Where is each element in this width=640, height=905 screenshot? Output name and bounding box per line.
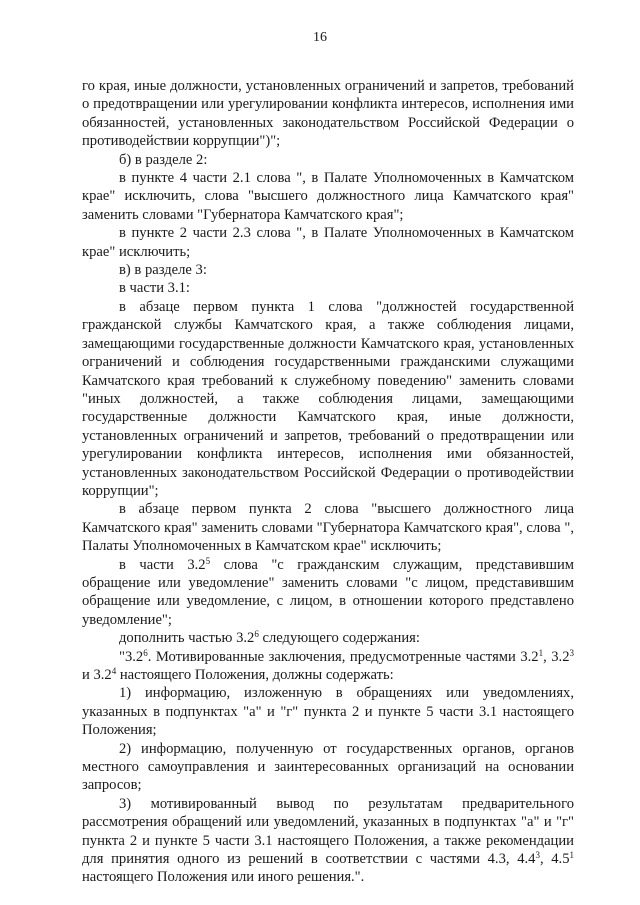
superscript: 6 xyxy=(143,647,148,658)
paragraph xyxy=(82,629,574,647)
paragraph xyxy=(82,684,574,739)
text-run: . Мотивированные заключения, предусмотренные частями 3.2 xyxy=(147,648,539,665)
text-run: го края, иные должности, установленных ограничений и запретов, требований о предотвращении или урегулировании конфликта интересов, исполнения ими обязанностей, установленных законодательством Российской Федерации о противодействии коррупции")"; xyxy=(82,78,574,150)
superscript: 1 xyxy=(569,850,574,861)
superscript: 3 xyxy=(569,647,574,658)
page-number: 16 xyxy=(313,30,327,45)
superscript: 4 xyxy=(111,666,117,677)
text-run: , 3.2 xyxy=(543,648,570,665)
superscript: 3 xyxy=(535,850,540,861)
paragraph xyxy=(82,298,574,500)
paragraph xyxy=(82,261,574,279)
text-run: слова "с гражданским служащим, представившим обращение или уведомление" заменить словами "с лицом, представившим обращение или уведомление, с лицом, в отношении которого представлено уведомление"; xyxy=(82,556,574,628)
paragraph xyxy=(82,77,574,151)
text-run: б) в разделе 2: xyxy=(119,151,208,168)
superscript: 6 xyxy=(254,629,259,640)
paragraph xyxy=(82,151,574,169)
text-run: 1) информацию, изложенную в обращениях или уведомлениях, указанных в подпунктах "а" и "г" пункта 2 и пункте 5 части 3.1 настоящего Положения; xyxy=(82,685,574,739)
text-run: дополнить частью 3.2 xyxy=(119,630,255,647)
text-run: настоящего Положения, должны содержать: xyxy=(116,667,394,683)
paragraph xyxy=(82,279,574,297)
text-run: в части 3.1: xyxy=(119,280,190,297)
paragraph xyxy=(82,556,574,630)
text-run: в пункте 4 части 2.1 слова ", в Палате Уполномоченных в Камчатском крае" исключить, слова "высшего должностного лица Камчатского края" заменить словами "Губернатора Камчатского края"; xyxy=(82,170,574,223)
text-run: , 4.5 xyxy=(539,851,570,868)
paragraph xyxy=(82,648,574,685)
text-run: в) в разделе 3: xyxy=(119,262,207,279)
text-run: следующего содержания: xyxy=(258,630,420,647)
document-body xyxy=(82,77,574,887)
text-run: в абзаце первом пункта 2 слова "высшего должностного лица Камчатского края" заменить словами "Губернатора Камчатского края", слова ", Палаты Уполномоченных в Камчатском крае" исключить; xyxy=(82,501,574,555)
superscript: 1 xyxy=(538,647,544,658)
text-run: настоящего Положения или иного решения.". xyxy=(82,869,365,886)
paragraph xyxy=(82,795,574,887)
paragraph xyxy=(82,224,574,261)
text-run: в абзаце первом пункта 1 слова "должностей государственной гражданской службы Камчатского края, а также соблюдения лицами, замещающими государственные должности Камчатского края, установленных ограничений и соблюдения государственными гражданскими служащими Камчатского края требований к служебному поведению" заменить словами "иных должностей, а также соблюдения лицами, замещающими государственные должности Камчатского края, иные должности, установленных ограничений и запретов, требований о предотвращении или урегулировании конфликта интересов, исполнения ими обязанностей, установленных законодательством Российской Федерации о противодействии коррупции"; xyxy=(82,298,574,499)
text-run: 3) мотивированный вывод по результатам предварительного рассмотрения обращений или уведомлений, указанных в подпунктах "а" и "г" пункта 2 и пункте 5 части 3.1 настоящего Положения, а также рекомендации для принятия одного из решений в соответствии с частями 4.3, 4.4 xyxy=(82,795,574,868)
text-run: в пункте 2 части 2.3 слова ", в Палате Уполномоченных в Камчатском крае" исключить; xyxy=(82,225,574,260)
text-run: и 3.2 xyxy=(82,667,112,683)
paragraph xyxy=(82,169,574,224)
text-run: "3.2 xyxy=(119,648,144,665)
paragraph xyxy=(82,500,574,555)
superscript: 5 xyxy=(205,555,211,566)
text-run: 2) информацию, полученную от государственных органов, органов местного самоуправления и заинтересованных организаций на основании запросов; xyxy=(82,740,574,794)
text-run: в части 3.2 xyxy=(119,556,206,573)
paragraph xyxy=(82,740,574,795)
